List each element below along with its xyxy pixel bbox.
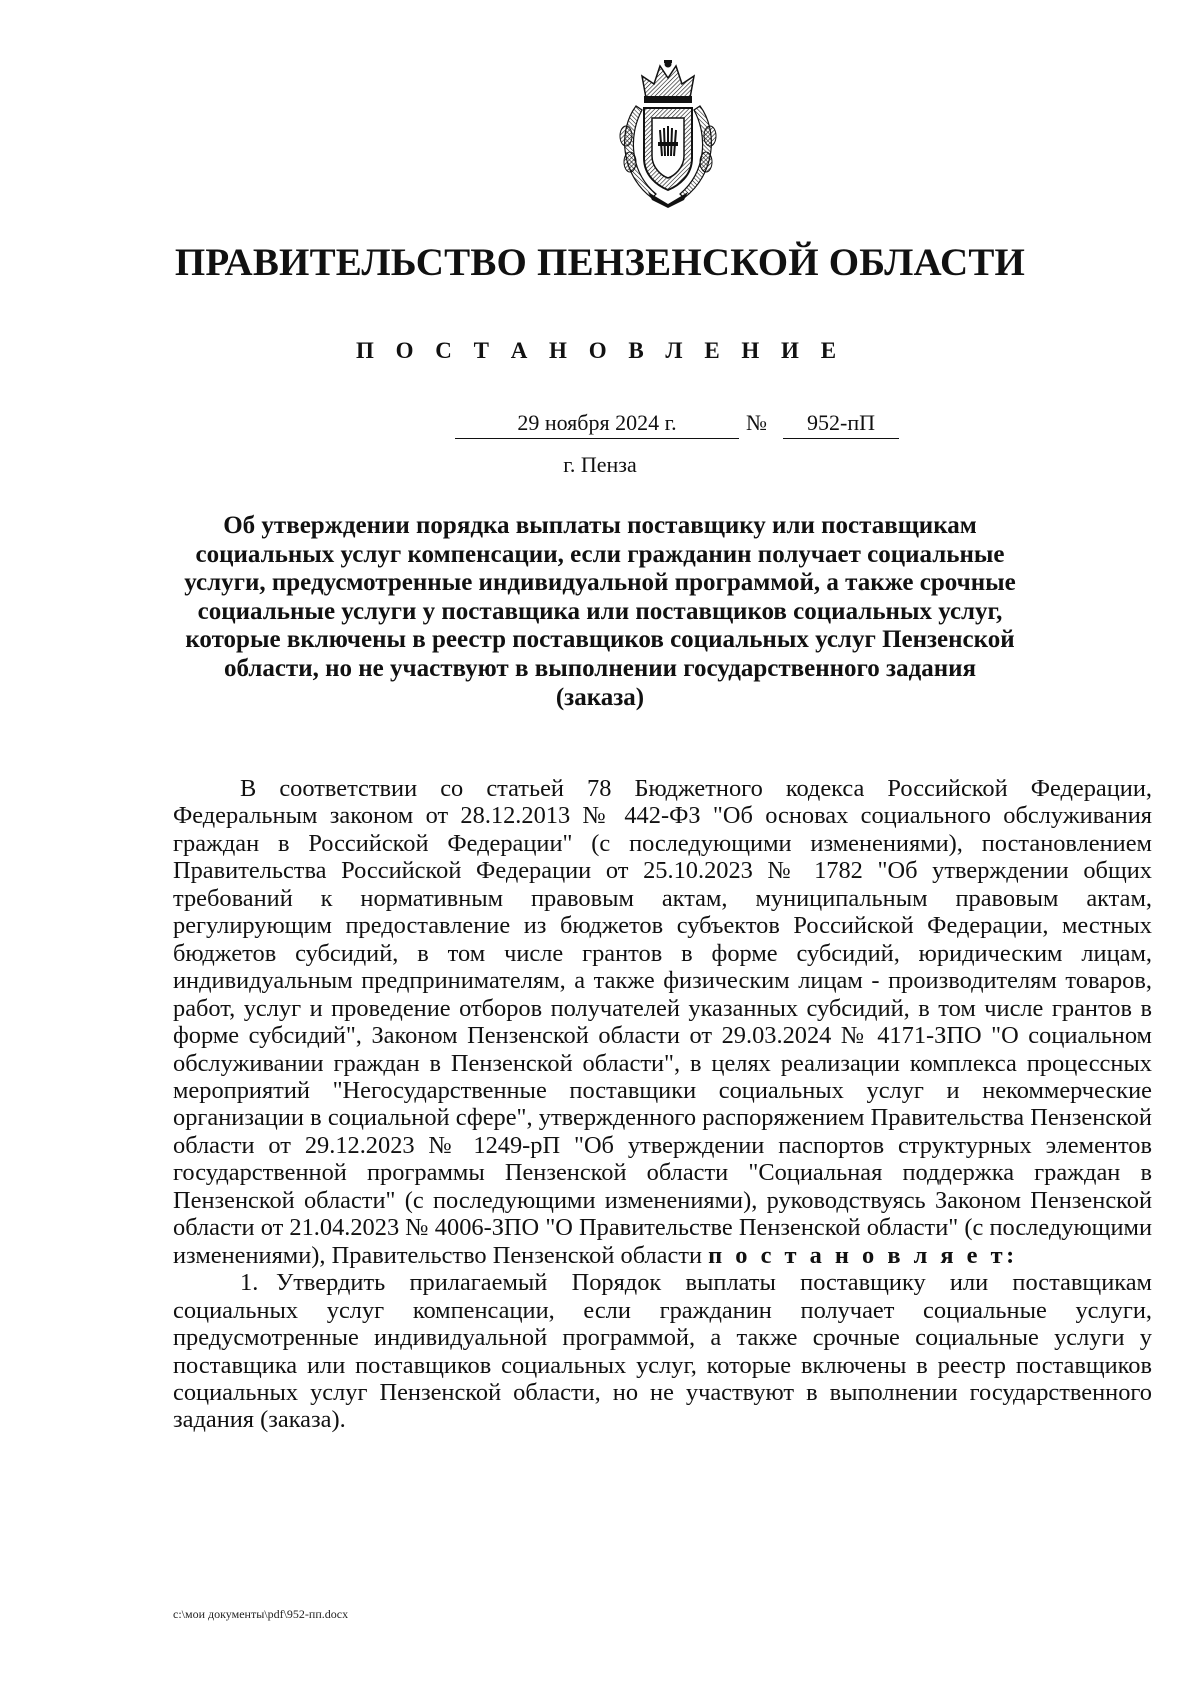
footer-file-path: c:\мои документы\pdf\952-пп.docx	[173, 1607, 349, 1621]
item-1-number: 1.	[240, 1269, 259, 1297]
government-name: ПРАВИТЕЛЬСТВО ПЕНЗЕНСКОЙ ОБЛАСТИ	[174, 241, 1026, 284]
item-1-text: Утвердить прилагаемый Порядок выплаты поставщику или поставщикам социальных услуг компенсации, если гражданин получает социальные услуги, предусмотренные индивидуальной программой, а также срочные социальные услуги у поставщика или поставщиков социальных услуг, которые включены в реестр поставщиков социальных услуг Пензенской области, но не участвуют в выполнении государственного задания (заказа).	[173, 1269, 1152, 1434]
preamble-text: В соответствии со статьей 78 Бюджетного кодекса Российской Федерации, Федеральным законом от 28.12.2013 № 442-ФЗ "Об основах социального обслуживания граждан в Российской Федерации" (с последующими изменениями), постановлением Правительства Российской Федерации от 25.10.2023 № 1782 "Об утверждении общих требований к нормативным правовым актам, муниципальным правовым актам, регулирующим предоставление из бюджетов субъектов Российской Федерации, местных бюджетов субсидий, в том числе грантов в форме субсидий, юридическим лицам, индивидуальным предпринимателям, а также физическим лицам - производителям товаров, работ, услуг и проведение отборов получателей указанных субсидий, в том числе грантов в форме субсидий", Законом Пензенской области от 29.03.2024 № 4171-ЗПО "О социальном обслуживании граждан в Пензенской области", в целях реализации комплекса процессных мероприятий "Негосударственные поставщики социальных услуг и некоммерческие организации в социальной сфере", утвержденного распоряжением Правительства Пензенской области от 29.12.2023 № 1249-рП "Об утверждении паспортов структурных элементов государственной программы Пензенской области "Социальная поддержка граждан в Пензенской области" (с последующими изменениями), руководствуясь Законом Пензенской области от 21.04.2023 № 4006-ЗПО "О Правительстве Пензенской области" (с последующими изменениями), Правительство Пензенской области	[173, 775, 1152, 1269]
city: г. Пенза	[563, 452, 637, 477]
number-sign: №	[746, 410, 767, 435]
document-body	[173, 775, 1152, 1434]
document-date: 29 ноября 2024 г.	[455, 408, 739, 439]
coat-of-arms-icon	[612, 58, 724, 208]
document-number: 952-пП	[783, 408, 899, 439]
item-1-paragraph	[173, 1269, 1152, 1434]
document-title: Об утверждении порядка выплаты поставщику или поставщикам социальных услуг компенсации, если гражданин получает социальные услуги, предусмотренные индивидуальной программой, а также срочные социальные услуги у поставщика или поставщиков социальных услуг, которые включены в реестр поставщиков социальных услуг Пензенской области, но не участвуют в выполнении государственного задания (заказа)	[184, 512, 1016, 711]
preamble-paragraph	[173, 775, 1152, 1269]
date-number-row	[0, 408, 1200, 442]
resolves-word: п о с т а н о в л я е т:	[708, 1241, 1018, 1269]
document-type: П О С Т А Н О В Л Е Н И Е	[355, 338, 845, 363]
